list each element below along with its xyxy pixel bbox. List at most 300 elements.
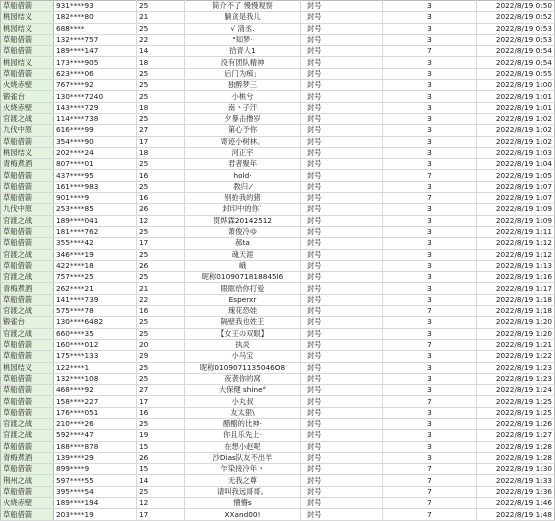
count-cell[interactable]: 7 — [383, 486, 477, 497]
action-cell[interactable]: 封号 — [301, 147, 383, 158]
level-cell[interactable]: 25 — [137, 80, 185, 91]
account-cell[interactable]: 437****95 — [54, 170, 137, 181]
server-cell[interactable]: 官渡之战 — [1, 215, 54, 226]
action-cell[interactable]: 封号 — [301, 12, 383, 23]
account-cell[interactable]: 422****18 — [54, 260, 137, 271]
count-cell[interactable]: 3 — [383, 373, 477, 384]
nickname-cell[interactable]: 昵称0109071135046O8 — [185, 362, 301, 373]
action-cell[interactable]: 封号 — [301, 80, 383, 91]
time-cell[interactable]: 2022/8/19 1:01 — [477, 102, 555, 113]
account-cell[interactable]: 899****9 — [54, 464, 137, 475]
count-cell[interactable]: 3 — [383, 80, 477, 91]
time-cell[interactable]: 2022/8/19 0:55 — [477, 68, 555, 79]
nickname-cell[interactable]: 沙Dias队友不出羊 — [185, 452, 301, 463]
account-cell[interactable]: 757****25 — [54, 272, 137, 283]
action-cell[interactable]: 封号 — [301, 125, 383, 136]
count-cell[interactable]: 7 — [383, 339, 477, 350]
account-cell[interactable]: 592****47 — [54, 430, 137, 441]
action-cell[interactable]: 封号 — [301, 238, 383, 249]
count-cell[interactable]: 3 — [383, 1, 477, 12]
level-cell[interactable]: 22 — [137, 294, 185, 305]
time-cell[interactable]: 2022/8/19 1:11 — [477, 226, 555, 237]
count-cell[interactable]: 3 — [383, 181, 477, 192]
time-cell[interactable]: 2022/8/19 0:53 — [477, 34, 555, 45]
level-cell[interactable]: 25 — [137, 113, 185, 124]
count-cell[interactable]: 3 — [383, 294, 477, 305]
action-cell[interactable]: 封号 — [301, 464, 383, 475]
server-cell[interactable]: 草船借箭 — [1, 136, 54, 147]
action-cell[interactable]: 封号 — [301, 396, 383, 407]
count-cell[interactable]: 3 — [383, 317, 477, 328]
account-cell[interactable]: 660****35 — [54, 328, 137, 339]
time-cell[interactable]: 2022/8/19 1:23 — [477, 373, 555, 384]
nickname-cell[interactable]: 眼眶给你打爱 — [185, 283, 301, 294]
account-cell[interactable]: 175****133 — [54, 351, 137, 362]
server-cell[interactable]: 桃园结义 — [1, 23, 54, 34]
time-cell[interactable]: 2022/8/19 1:09 — [477, 204, 555, 215]
nickname-cell[interactable]: 请叫我远哥哥。 — [185, 486, 301, 497]
time-cell[interactable]: 2022/8/19 0:52 — [477, 12, 555, 23]
count-cell[interactable]: 3 — [383, 102, 477, 113]
count-cell[interactable]: 7 — [383, 193, 477, 204]
action-cell[interactable]: 封号 — [301, 91, 383, 102]
server-cell[interactable]: 草船借箭 — [1, 181, 54, 192]
action-cell[interactable]: 封号 — [301, 57, 383, 68]
nickname-cell[interactable]: 小丸叔 — [185, 396, 301, 407]
account-cell[interactable]: 616****99 — [54, 125, 137, 136]
server-cell[interactable]: 草船借箭 — [1, 407, 54, 418]
server-cell[interactable]: 草船借箭 — [1, 396, 54, 407]
nickname-cell[interactable]: 乍染接冷年丶 — [185, 464, 301, 475]
action-cell[interactable]: 封号 — [301, 1, 383, 12]
nickname-cell[interactable]: 醋醋的比神· — [185, 418, 301, 429]
action-cell[interactable]: 封号 — [301, 441, 383, 452]
account-cell[interactable]: 143****729 — [54, 102, 137, 113]
action-cell[interactable]: 封号 — [301, 294, 383, 305]
action-cell[interactable]: 封号 — [301, 159, 383, 170]
action-cell[interactable]: 封号 — [301, 249, 383, 260]
server-cell[interactable]: 荆州之战 — [1, 475, 54, 486]
nickname-cell[interactable]: 贯烨霖20142512 — [185, 215, 301, 226]
server-cell[interactable]: 锻雀台 — [1, 317, 54, 328]
nickname-cell[interactable]: 隔壁我也姓王 — [185, 317, 301, 328]
account-cell[interactable]: 346****19 — [54, 249, 137, 260]
account-cell[interactable]: 130****7240 — [54, 91, 137, 102]
time-cell[interactable]: 2022/8/19 1:12 — [477, 238, 555, 249]
time-cell[interactable]: 2022/8/19 1:13 — [477, 260, 555, 271]
server-cell[interactable]: 青梅煮酒 — [1, 159, 54, 170]
nickname-cell[interactable]: 君者聚年 — [185, 159, 301, 170]
nickname-cell[interactable]: 大保健 shine° — [185, 385, 301, 396]
nickname-cell[interactable]: 在想小赵呢 — [185, 441, 301, 452]
server-cell[interactable]: 草船借箭 — [1, 385, 54, 396]
nickname-cell[interactable]: 瑰花恐娃 — [185, 306, 301, 317]
action-cell[interactable]: 封号 — [301, 136, 383, 147]
time-cell[interactable]: 2022/8/19 0:54 — [477, 46, 555, 57]
action-cell[interactable]: 封号 — [301, 498, 383, 509]
account-cell[interactable]: 262****21 — [54, 283, 137, 294]
action-cell[interactable]: 封号 — [301, 102, 383, 113]
nickname-cell[interactable]: 友太狠\ — [185, 407, 301, 418]
nickname-cell[interactable]: √ 清丞. — [185, 23, 301, 34]
count-cell[interactable]: 7 — [383, 306, 477, 317]
count-cell[interactable]: 3 — [383, 407, 477, 418]
level-cell[interactable]: 17 — [137, 238, 185, 249]
server-cell[interactable]: 官渡之战 — [1, 272, 54, 283]
time-cell[interactable]: 2022/8/19 0:54 — [477, 57, 555, 68]
level-cell[interactable]: 20 — [137, 339, 185, 350]
nickname-cell[interactable]: 峨 — [185, 260, 301, 271]
count-cell[interactable]: 3 — [383, 418, 477, 429]
account-cell[interactable]: 210****26 — [54, 418, 137, 429]
action-cell[interactable]: 封号 — [301, 260, 383, 271]
server-cell[interactable]: 官渡之战 — [1, 418, 54, 429]
account-cell[interactable]: 202****24 — [54, 147, 137, 158]
level-cell[interactable]: 25 — [137, 159, 185, 170]
nickname-cell[interactable]: 执炎 — [185, 339, 301, 350]
action-cell[interactable]: 封号 — [301, 204, 383, 215]
count-cell[interactable]: 3 — [383, 283, 477, 294]
action-cell[interactable]: 封号 — [301, 193, 383, 204]
server-cell[interactable]: 草船借箭 — [1, 170, 54, 181]
server-cell[interactable]: 官渡之战 — [1, 249, 54, 260]
level-cell[interactable]: 25 — [137, 272, 185, 283]
action-cell[interactable]: 封号 — [301, 68, 383, 79]
account-cell[interactable]: 355****42 — [54, 238, 137, 249]
count-cell[interactable]: 7 — [383, 475, 477, 486]
server-cell[interactable]: 官渡之战 — [1, 328, 54, 339]
action-cell[interactable]: 封号 — [301, 509, 383, 520]
server-cell[interactable]: 草船借箭 — [1, 441, 54, 452]
level-cell[interactable]: 26 — [137, 260, 185, 271]
count-cell[interactable]: 3 — [383, 125, 477, 136]
level-cell[interactable]: 25 — [137, 418, 185, 429]
account-cell[interactable]: 597****55 — [54, 475, 137, 486]
account-cell[interactable]: 575****78 — [54, 306, 137, 317]
count-cell[interactable]: 3 — [383, 362, 477, 373]
level-cell[interactable]: 22 — [137, 34, 185, 45]
count-cell[interactable]: 3 — [383, 91, 477, 102]
action-cell[interactable]: 封号 — [301, 317, 383, 328]
server-cell[interactable]: 官渡之战 — [1, 306, 54, 317]
nickname-cell[interactable]: hold· — [185, 170, 301, 181]
time-cell[interactable]: 2022/8/19 1:36 — [477, 486, 555, 497]
nickname-cell[interactable]: 封印中的你` — [185, 204, 301, 215]
count-cell[interactable]: 3 — [383, 238, 477, 249]
nickname-cell[interactable]: 寄迹小树林。 — [185, 136, 301, 147]
count-cell[interactable]: 3 — [383, 272, 477, 283]
action-cell[interactable]: 封号 — [301, 339, 383, 350]
action-cell[interactable]: 封号 — [301, 170, 383, 181]
account-cell[interactable]: 688**** — [54, 23, 137, 34]
time-cell[interactable]: 2022/8/19 1:02 — [477, 136, 555, 147]
action-cell[interactable]: 封号 — [301, 34, 383, 45]
nickname-cell[interactable]: 南丶子汗 — [185, 102, 301, 113]
level-cell[interactable]: 12 — [137, 498, 185, 509]
count-cell[interactable]: 3 — [383, 215, 477, 226]
level-cell[interactable]: 15 — [137, 441, 185, 452]
action-cell[interactable]: 封号 — [301, 385, 383, 396]
count-cell[interactable]: 3 — [383, 351, 477, 362]
server-cell[interactable]: 草船借箭 — [1, 339, 54, 350]
count-cell[interactable]: 7 — [383, 170, 477, 181]
level-cell[interactable]: 29 — [137, 351, 185, 362]
time-cell[interactable]: 2022/8/19 1:07 — [477, 181, 555, 192]
server-cell[interactable]: 九伐中原 — [1, 204, 54, 215]
server-cell[interactable]: 草船借箭 — [1, 226, 54, 237]
time-cell[interactable]: 2022/8/19 1:07 — [477, 193, 555, 204]
server-cell[interactable]: 火烧赤壁 — [1, 498, 54, 509]
time-cell[interactable]: 2022/8/19 1:21 — [477, 339, 555, 350]
time-cell[interactable]: 2022/8/19 1:04 — [477, 159, 555, 170]
level-cell[interactable]: 25 — [137, 181, 185, 192]
count-cell[interactable]: 7 — [383, 498, 477, 509]
count-cell[interactable]: 3 — [383, 441, 477, 452]
count-cell[interactable]: 3 — [383, 328, 477, 339]
count-cell[interactable]: 3 — [383, 260, 477, 271]
account-cell[interactable]: 158****227 — [54, 396, 137, 407]
nickname-cell[interactable]: 萧俊冷ゆ — [185, 226, 301, 237]
account-cell[interactable]: 395****54 — [54, 486, 137, 497]
time-cell[interactable]: 2022/8/19 0:53 — [477, 23, 555, 34]
server-cell[interactable]: 官渡之战 — [1, 113, 54, 124]
server-cell[interactable]: 草船借箭 — [1, 486, 54, 497]
level-cell[interactable]: 25 — [137, 249, 185, 260]
count-cell[interactable]: 3 — [383, 249, 477, 260]
time-cell[interactable]: 2022/8/19 1:48 — [477, 509, 555, 520]
nickname-cell[interactable]: 教归.⁄ — [185, 181, 301, 192]
time-cell[interactable]: 2022/8/19 1:26 — [477, 418, 555, 429]
account-cell[interactable]: 354****90 — [54, 136, 137, 147]
level-cell[interactable]: 25 — [137, 373, 185, 384]
level-cell[interactable]: 16 — [137, 170, 185, 181]
level-cell[interactable]: 25 — [137, 362, 185, 373]
level-cell[interactable]: 25 — [137, 226, 185, 237]
action-cell[interactable]: 封号 — [301, 328, 383, 339]
server-cell[interactable]: 草船借箭 — [1, 373, 54, 384]
count-cell[interactable]: 3 — [383, 23, 477, 34]
time-cell[interactable]: 2022/8/19 1:23 — [477, 362, 555, 373]
nickname-cell[interactable]: 河正宇 — [185, 147, 301, 158]
action-cell[interactable]: 封号 — [301, 407, 383, 418]
server-cell[interactable]: 草船借箭 — [1, 351, 54, 362]
count-cell[interactable]: 3 — [383, 385, 477, 396]
count-cell[interactable]: 3 — [383, 57, 477, 68]
time-cell[interactable]: 2022/8/19 1:28 — [477, 452, 555, 463]
nickname-cell[interactable]: 懵懵s — [185, 498, 301, 509]
level-cell[interactable]: 25 — [137, 486, 185, 497]
server-cell[interactable]: 草船借箭 — [1, 193, 54, 204]
account-cell[interactable]: 203****19 — [54, 509, 137, 520]
action-cell[interactable]: 封号 — [301, 46, 383, 57]
action-cell[interactable]: 封号 — [301, 418, 383, 429]
count-cell[interactable]: 7 — [383, 46, 477, 57]
time-cell[interactable]: 2022/8/19 1:25 — [477, 396, 555, 407]
account-cell[interactable]: 132****757 — [54, 34, 137, 45]
level-cell[interactable]: 26 — [137, 452, 185, 463]
nickname-cell[interactable]: 郝ta — [185, 238, 301, 249]
nickname-cell[interactable]: 拾青人1 — [185, 46, 301, 57]
account-cell[interactable]: 807****01 — [54, 159, 137, 170]
server-cell[interactable]: 青梅煮酒 — [1, 452, 54, 463]
time-cell[interactable]: 2022/8/19 1:05 — [477, 170, 555, 181]
nickname-cell[interactable]: 小马宝 — [185, 351, 301, 362]
server-cell[interactable]: 草船借箭 — [1, 464, 54, 475]
count-cell[interactable]: 3 — [383, 452, 477, 463]
time-cell[interactable]: 2022/8/19 1:16 — [477, 272, 555, 283]
level-cell[interactable]: 25 — [137, 68, 185, 79]
account-cell[interactable]: 181****762 — [54, 226, 137, 237]
count-cell[interactable]: 3 — [383, 113, 477, 124]
nickname-cell[interactable]: 第心予你 — [185, 125, 301, 136]
account-cell[interactable]: 160****012 — [54, 339, 137, 350]
time-cell[interactable]: 2022/8/19 1:03 — [477, 147, 555, 158]
account-cell[interactable]: 253****85 — [54, 204, 137, 215]
action-cell[interactable]: 封号 — [301, 283, 383, 294]
action-cell[interactable]: 封号 — [301, 452, 383, 463]
nickname-cell[interactable]: 别抢我的猪 — [185, 193, 301, 204]
action-cell[interactable]: 封号 — [301, 181, 383, 192]
level-cell[interactable]: 25 — [137, 328, 185, 339]
nickname-cell[interactable]: 你且乐先上· — [185, 430, 301, 441]
account-cell[interactable]: 176****051 — [54, 407, 137, 418]
account-cell[interactable]: 623****06 — [54, 68, 137, 79]
time-cell[interactable]: 2022/8/19 1:17 — [477, 283, 555, 294]
level-cell[interactable]: 19 — [137, 430, 185, 441]
count-cell[interactable]: 3 — [383, 430, 477, 441]
time-cell[interactable]: 2022/8/19 1:46 — [477, 498, 555, 509]
time-cell[interactable]: 2022/8/19 1:30 — [477, 464, 555, 475]
time-cell[interactable]: 2022/8/19 0:50 — [477, 1, 555, 12]
action-cell[interactable]: 封号 — [301, 430, 383, 441]
account-cell[interactable]: 130****6482 — [54, 317, 137, 328]
count-cell[interactable]: 3 — [383, 204, 477, 215]
server-cell[interactable]: 火烧赤壁 — [1, 102, 54, 113]
account-cell[interactable]: 161****983 — [54, 181, 137, 192]
server-cell[interactable]: 官渡之战 — [1, 430, 54, 441]
level-cell[interactable]: 25 — [137, 23, 185, 34]
time-cell[interactable]: 2022/8/19 1:24 — [477, 385, 555, 396]
time-cell[interactable]: 2022/8/19 1:02 — [477, 125, 555, 136]
level-cell[interactable]: 21 — [137, 283, 185, 294]
nickname-cell[interactable]: Esperxr — [185, 294, 301, 305]
server-cell[interactable]: 草船借箭 — [1, 1, 54, 12]
account-cell[interactable]: 173****905 — [54, 57, 137, 68]
level-cell[interactable]: 18 — [137, 147, 185, 158]
nickname-cell[interactable]: XXand00! — [185, 509, 301, 520]
level-cell[interactable]: 21 — [137, 12, 185, 23]
action-cell[interactable]: 封号 — [301, 113, 383, 124]
nickname-cell[interactable]: 夕暴击撸岁 — [185, 113, 301, 124]
account-cell[interactable]: 188****878 — [54, 441, 137, 452]
action-cell[interactable]: 封号 — [301, 351, 383, 362]
time-cell[interactable]: 2022/8/19 1:20 — [477, 328, 555, 339]
account-cell[interactable]: 189****147 — [54, 46, 137, 57]
count-cell[interactable]: 3 — [383, 136, 477, 147]
level-cell[interactable]: 14 — [137, 46, 185, 57]
count-cell[interactable]: 7 — [383, 509, 477, 520]
level-cell[interactable]: 25 — [137, 91, 185, 102]
nickname-cell[interactable]: 没有团队精神 — [185, 57, 301, 68]
server-cell[interactable]: 草船借箭 — [1, 68, 54, 79]
nickname-cell[interactable]: 躺贪是我儿 — [185, 12, 301, 23]
level-cell[interactable]: 17 — [137, 136, 185, 147]
time-cell[interactable]: 2022/8/19 1:28 — [477, 441, 555, 452]
action-cell[interactable]: 封号 — [301, 272, 383, 283]
account-cell[interactable]: 122****1 — [54, 362, 137, 373]
count-cell[interactable]: 3 — [383, 159, 477, 170]
server-cell[interactable]: 草船借箭 — [1, 509, 54, 520]
count-cell[interactable]: 3 — [383, 226, 477, 237]
account-cell[interactable]: 182****80 — [54, 12, 137, 23]
server-cell[interactable]: 九伐中原 — [1, 125, 54, 136]
server-cell[interactable]: 青梅煮酒 — [1, 283, 54, 294]
server-cell[interactable]: 锻雀台 — [1, 91, 54, 102]
count-cell[interactable]: 7 — [383, 396, 477, 407]
count-cell[interactable]: 3 — [383, 12, 477, 23]
server-cell[interactable]: 桃园结义 — [1, 362, 54, 373]
server-cell[interactable]: 草船借箭 — [1, 34, 54, 45]
account-cell[interactable]: 132****108 — [54, 373, 137, 384]
time-cell[interactable]: 2022/8/19 1:18 — [477, 294, 555, 305]
level-cell[interactable]: 15 — [137, 464, 185, 475]
nickname-cell[interactable]: 【女王の双眼】 — [185, 328, 301, 339]
time-cell[interactable]: 2022/8/19 1:33 — [477, 475, 555, 486]
level-cell[interactable]: 16 — [137, 193, 185, 204]
nickname-cell[interactable]: 独醉梦三 — [185, 80, 301, 91]
account-cell[interactable]: 189****041 — [54, 215, 137, 226]
account-cell[interactable]: 931****93 — [54, 1, 137, 12]
account-cell[interactable]: 767****92 — [54, 80, 137, 91]
time-cell[interactable]: 2022/8/19 1:00 — [477, 80, 555, 91]
count-cell[interactable]: 7 — [383, 464, 477, 475]
account-cell[interactable]: 114****738 — [54, 113, 137, 124]
level-cell[interactable]: 25 — [137, 1, 185, 12]
action-cell[interactable]: 封号 — [301, 306, 383, 317]
nickname-cell[interactable]: 简介不了 慢慢观察 — [185, 1, 301, 12]
level-cell[interactable]: 25 — [137, 317, 185, 328]
server-cell[interactable]: 草船借箭 — [1, 294, 54, 305]
count-cell[interactable]: 3 — [383, 68, 477, 79]
level-cell[interactable]: 17 — [137, 396, 185, 407]
time-cell[interactable]: 2022/8/19 1:09 — [477, 215, 555, 226]
time-cell[interactable]: 2022/8/19 1:20 — [477, 317, 555, 328]
action-cell[interactable]: 封号 — [301, 486, 383, 497]
server-cell[interactable]: 桃园结义 — [1, 12, 54, 23]
count-cell[interactable]: 3 — [383, 147, 477, 158]
level-cell[interactable]: 17 — [137, 509, 185, 520]
account-cell[interactable]: 141****739 — [54, 294, 137, 305]
account-cell[interactable]: 901****9 — [54, 193, 137, 204]
level-cell[interactable]: 12 — [137, 215, 185, 226]
time-cell[interactable]: 2022/8/19 1:22 — [477, 351, 555, 362]
account-cell[interactable]: 139****29 — [54, 452, 137, 463]
level-cell[interactable]: 26 — [137, 204, 185, 215]
time-cell[interactable]: 2022/8/19 1:18 — [477, 306, 555, 317]
action-cell[interactable]: 封号 — [301, 226, 383, 237]
time-cell[interactable]: 2022/8/19 1:12 — [477, 249, 555, 260]
server-cell[interactable]: 火烧赤壁 — [1, 80, 54, 91]
time-cell[interactable]: 2022/8/19 1:02 — [477, 113, 555, 124]
time-cell[interactable]: 2022/8/19 1:25 — [477, 407, 555, 418]
nickname-cell[interactable]: 小桃兮 — [185, 91, 301, 102]
action-cell[interactable]: 封号 — [301, 215, 383, 226]
account-cell[interactable]: 189****194 — [54, 498, 137, 509]
level-cell[interactable]: 18 — [137, 102, 185, 113]
level-cell[interactable]: 18 — [137, 57, 185, 68]
server-cell[interactable]: 草船借箭 — [1, 260, 54, 271]
nickname-cell[interactable]: "知梦· — [185, 34, 301, 45]
